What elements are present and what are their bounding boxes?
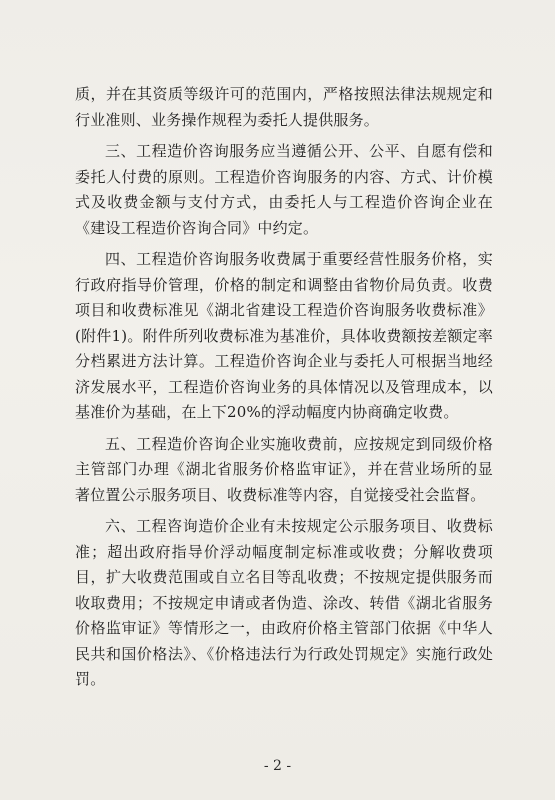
paragraph-item-4: 四、工程造价咨询服务收费属于重要经营性服务价格，实行政府指导价管理，价格的制定和调整由省物价局负责。收费项目和收费标准见《湖北省建设工程造价咨询服务收费标准》(附件1)。附件所列收费标准为基准价，具体收费额按差额定率分档累进方法计算。工程造价咨询企业与委托人可根据当地经济发展水平，工程造价咨询业务的具体情况以及管理成本，以基准价为基础，在上下20%的浮动幅度内协商确定收费。 xyxy=(75,250,493,421)
paragraph-item-6: 六、工程咨询造价企业有未按规定公示服务项目、收费标准；超出政府指导价浮动幅度制定标准或收费；分解收费项目，扩大收费范围或自立名目等乱收费；不按规定提供服务而收取费用；不按规定申请或者伪造、涂改、转借《湖北省服务价格监审证》等情形之一，由政府价格主管部门依据《中华人民共和国价格法》、《价格违法行为行政处罚规定》实施行政处罚。 xyxy=(75,517,493,688)
paragraph-item-5: 五、工程造价咨询企业实施收费前，应按规定到同级价格主管部门办理《湖北省服务价格监审证》，并在营业场所的显著位置公示服务项目、收费标准等内容，自觉接受社会监督。 xyxy=(75,434,493,504)
document-body xyxy=(75,82,493,699)
paragraph-continuation: 质，并在其资质等级许可的范围内，严格按照法律法规规定和行业准则、业务操作规程为委托人提供服务。 xyxy=(75,85,493,129)
page-number: - 2 - xyxy=(263,758,292,774)
paragraph-item-3: 三、工程造价咨询服务应当遵循公开、公平、自愿有偿和委托人付费的原则。工程造价咨询服务的内容、方式、计价模式及收费金额与支付方式，由委托人与工程造价咨询企业在《建设工程造价咨询合同》中约定。 xyxy=(75,142,493,237)
